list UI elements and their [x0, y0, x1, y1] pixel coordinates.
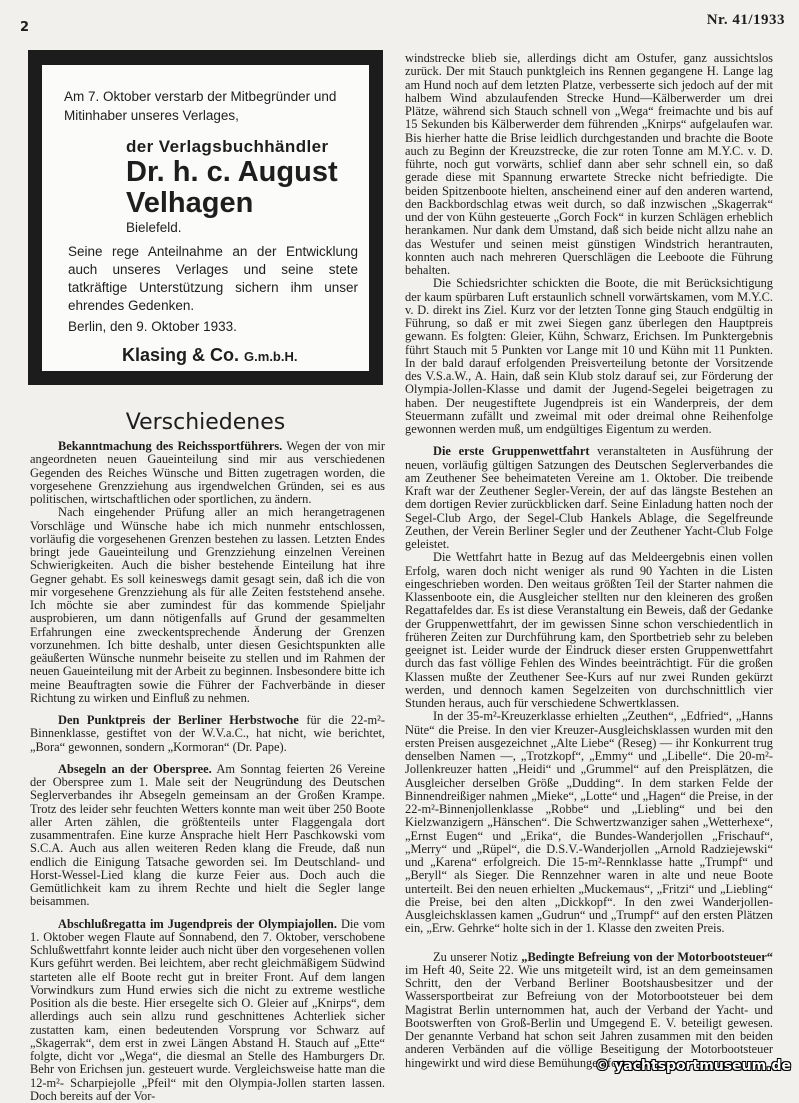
- obituary-city: Bielefeld.: [126, 220, 182, 235]
- obituary-body: Seine rege Anteilnahme an der Entwicklung auch unseres Verlages und seine stete tatkräftige Unterstützung sichern ihm unser ehrendes Gedenken.: [68, 243, 358, 315]
- obituary-notice: [28, 50, 383, 385]
- article-paragraph: Die Schiedsrichter schickten die Boote, die mit Berücksichtigung der kaum spürbaren Luft erstaunlich schnell vorwärtskamen, vom M.Y.C. v. D. direkt ins Ziel. Kurz vor der letzten Tonne ging Stauch endgültig in Führung, so daß er mit zwei Siegen ganz überlegen den Hauptpreis gewann. Es folgten: Gleier, Kühn, Schwarz, Erichsen. Im Punktergebnis führt Stauch mit 5 Punkten vor Lange mit 10 und Kühn mit 11 Punkten. In der bald darauf erfolgenden Preisverteilung betonte der Vorsitzende des V.S.a.W., A. Hain, daß sein Klub stolz darauf sei, zur Förderung der Olympia-Jollen-Klasse und damit der Jugend-Segelei beigetragen zu haben. Der neugestiftete Jugendpreis ist ein Wanderpreis, der dem Steuermann zufällt und zweimal mit oder dreimal ohne Reihenfolge gewonnen werden muß, um endgültiges Eigentum zu werden.: [405, 277, 773, 436]
- issue-number: Nr. 41/1933: [707, 12, 785, 29]
- article-paragraph: windstrecke blieb sie, allerdings dicht am Ostufer, ganz aussichtslos zurück. Der mit Stauch punktgleich ins Rennen gegangene H. Lange lag am Hund noch auf dem letzten Platze, verbesserte sich jedoch auf der mit halbem Wind abzulaufenden Strecke Hund—Kälberwerder um drei Plätze, während sich Stauch schnell von „Wega“ freimachte und bis auf 15 Sekunden bis Kälberwerder dem führenden „Knirps“ aufgelaufen war. Bis hierher hatte die Brise leidlich durchgestanden und brachte die Boote auch zu Beginn der Kreuzstrecke, die zur roten Tonne am M.Y.C. v. D. führte, noch gut vorwärts, schlief dann aber sehr schnell ein, so daß gerade diese mit Spannung erwartete Strecke nicht befriedigte. Die beiden Spitzenboote hielten, anscheinend einer auf den anderen wartend, den Backbordschlag etwas weit durch, so daß inzwischen „Skagerrak“ und der von Kühn gesteuerte „Gorch Fock“ in kurzen Schlägen erheblich herankamen. Nur dank dem Umstand, daß sich beide nicht allzu nahe an das Westufer und seinen meist günstigen Windstrich herantrauten, konnten auch nach mehreren Querschlägen die Leeboote die Führung behalten.: [405, 52, 773, 277]
- obituary-date: Berlin, den 9. Oktober 1933.: [68, 319, 237, 334]
- article-paragraph: Die Wettfahrt hatte in Bezug auf das Meldeergebnis einen vollen Erfolg, waren doch nicht weniger als rund 90 Yachten in die Listen eingeschrieben worden. Den weitaus größten Teil der Starter nahmen die Klassenboote ein, die Ausgleicher stellten nur den kleineren des großen Regattafeldes dar. Es ist diese Veranstaltung ein Beweis, daß der Gedanke der Gruppenwettfahrt, der im gewissen Sinne schon verschiedentlich in früheren Zeiten zur Durchführung kam, den Sportbetrieb sehr zu beleben geeignet ist. Leider wurde der Eindruck dieser ersten Gruppenwettfahrt durch das fast völlige Fehlen des Windes beeinträchtigt. Für die großen Klassen mußte der Zeuthener See-Kurs auf nur zwei Runden gekürzt werden, und dennoch kamen Segelzeiten von durchschnittlich vier Stunden heraus, auch für verschiedene Schwertklassen.: [405, 551, 773, 710]
- article-paragraph: Zu unserer Notiz „Bedingte Befreiung von der Motorbootsteuer“ im Heft 40, Seite 22. Wie uns mitgeteilt wird, ist an dem gemeinsamen Schritt, den der Verband Berliner Bootshausbesitzer und der Wassersportbeirat zur Befreiung von der Motorbootsteuer bei dem Magistrat Berlin unternommen hat, auch der Verband der Yacht- und Bootswerften von Groß-Berlin und Umgegend E. V. beteiligt gewesen. Der genannte Verband hat schon seit Jahren zusammen mit den beiden anderen Verbänden auf die völlige Beseitigung der Motorbootsteuer hingewirkt und wird diese Bemühungen fortsetzen.: [405, 951, 773, 1070]
- article-paragraph: Abschlußregatta im Jugendpreis der Olympiajollen. Die vom 1. Oktober wegen Flaute auf Sonnabend, den 7. Oktober, verschobene Schlußwettfahrt konnte leider auch nicht über den vorgesehenen vollen Kurs geführt werden. Bei leichtem, aber recht gleichmäßigem Südwind starteten alle elf Boote recht gut in breiter Front. Auf dem langen Vorwindkurs zum Hund erwies sich die nicht zu extreme westliche Position als die beste. Hier ersegelte sich O. Gleier auf „Knirps“, dem allerdings auch sein allzu rund geschnittenes Achterliek sicher zustatten kam, einen bedeutenden Vorsprung vor Schwarz auf „Skagerrak“, dem erst in zwei Längen Abstand H. Stauch auf „Ette“ folgte, dicht vor „Wega“, die diesmal an Stelle des Hamburgers Dr. Behr von Erichsen jun. gesteuert wurde. Vergleichsweise hatte man die 12-m²- Scharpiejolle „Pfeil“ mit den Olympia-Jollen starten lassen. Doch bereits auf der Vor-: [30, 918, 385, 1103]
- section-heading: Verschiedenes: [28, 410, 383, 435]
- article-paragraph: Absegeln an der Oberspree. Am Sonntag feierten 26 Vereine der Oberspree zum 1. Male seit der Neugründung des Deutschen Seglerverbandes ihr Absegeln gemeinsam an der Großen Krampe. Trotz des leider sehr feuchten Wetters konnte man weit über 250 Boote aller Arten zählen, die größtenteils unter Flaggengala dort zusammentrafen. Eine kurze Ansprache hielt Herr Paschkowski vom S.C.A. Auch aus allen weiteren Reden klang die Freude, daß nun endlich die Einigung Tatsache geworden sei. Im Deutschland- und Horst-Wessel-Lied klang die kurze Feier aus. Doch auch die Gemütlichkeit kam zu ihrem Rechte und hielt die Segler lange beisammen.: [30, 763, 385, 909]
- article-paragraph: Nach eingehender Prüfung aller an mich herangetragenen Vorschläge und Wünsche habe ich mich nunmehr entschlossen, vorläufig die vorgesehenen Grenzen bestehen zu lassen. Letzten Endes bringt jede Gaueinteilung und Grenzziehung einzelnen Vereinen Schwierigkeiten. Auch die bisher bestehende Einteilung hat ihre Gegner gehabt. Es soll keineswegs damit gesagt sein, daß ich die von mir vorgesehene Grenzziehung als für alle Zeiten feststehend ansehe. Ich möchte sie aber zumindest für das kommende Spieljahr ausprobieren, um dann nötigenfalls auf Grund der gesammelten Erfahrungen eine zweckentsprechende Änderung der Grenzen vorzunehmen. Ich bitte deshalb, unter diesen Gesichtspunkten alle geäußerten Wünsche nunmehr beiseite zu stellen und im Rahmen der neuen Gaueinteilung mit der Arbeit zu beginnen. Insbesondere bitte ich meine Beauftragten sowie die Führer der Fachverbände in dieser Richtung zu wirken und Einfluß zu nehmen.: [30, 506, 385, 705]
- article-paragraph: Bekanntmachung des Reichssportführers. Wegen der von mir angeordneten neuen Gaueinteilung sind mir aus verschiedenen Gegenden des Reiches Wünsche und Bitten zugetragen worden, die vorgesehene Grenzziehung aus irgendwelchen Gründen, sei es aus politischen, wirtschaftlichen oder sportlichen, zu ändern.: [30, 440, 385, 506]
- page-number: 2: [20, 20, 29, 35]
- article-paragraph: Die erste Gruppenwettfahrt veranstalteten in Ausführung der neuen, vorläufig gültigen Satzungen des Deutschen Seglerverbandes die am Zeuthener See beheimateten Vereine am 1. Oktober. Die treibende Kraft war der Zeuthener Segler-Verein, der auf das längste Bestehen an dem dortigen Revier zurückblicken darf. Seine Einladung hatten noch der Segel-Club Argo, der Segel-Club Hankels Ablage, die Segelfreunde Zeuthen, der Verein Berliner Segler und der Zeuthener Yacht-Club Folge geleistet.: [405, 445, 773, 551]
- article-paragraph: In der 35-m²-Kreuzerklasse erhielten „Zeuthen“, „Edfried“, „Hanns Nüte“ die Preise. In den vier Kreuzer-Ausgleichsklassen wurden mit den ersten Preisen ausgezeichnet „Alte Liebe“ (Reseg) — ihr Konkurrent trug denselben Namen —, „Trotzkopf“, „Emmy“ und „Libelle“. Die 20-m²-Jollenkreuzer hatten „Heidi“ und „Grummel“ auf den Preisplätzen, die Ausgleicher derselben Größe „Dudding“. In dem starken Felde der Binnendreißiger nahmen „Mieke“, „Lotte“ und „Hagen“ die Preise, in der 22-m²-Binnenjollenklasse „Robbe“ und „Liebling“ und bei den Kielzwanzigern „Hänschen“. Die Schwertzwanziger sahen „Wetterhexe“, „Ernst Eugen“ und „Erika“, die Bundes-Wanderjollen „Frischauf“, „Merry“ und „Rüpel“, die D.S.V.-Wanderjollen „Arnold Radziejewski“ und „Karena“ erfolgreich. Die 15-m²-Rennklasse hatte „Trumpf“ und „Beryll“ als Sieger. Die Rennzehner waren in alte und neue Boote unterteilt. Bei den neuen erhielten „Muckemaus“, „Fritzi“ und „Liebling“ die Preise, bei den alten „Dickkopf“. In den zwei Wanderjollen-Ausgleichsklassen kamen „Gudrun“ und „Trumpf“ auf den ersten Plätzen ein, „Erw. Gehrke“ holte sich in der 1. Klasse den zweiten Preis.: [405, 710, 773, 935]
- article-paragraph: Den Punktpreis der Berliner Herbstwoche für die 22-m²-Binnenklasse, gestiftet von der W.V.a.C., hat nicht, wie berichtet, „Bora“ gewonnen, sondern „Kormoran“ (Dr. Pape).: [30, 714, 385, 754]
- left-column: [30, 440, 385, 1103]
- obituary-name: Dr. h. c. August Velhagen: [126, 157, 376, 219]
- obituary-intro: Am 7. Oktober verstarb der Mitbegründer und Mitinhaber unseres Verlages,: [64, 87, 364, 125]
- right-column: [405, 52, 773, 1070]
- watermark: © yachtsportmuseum.de: [595, 1058, 791, 1074]
- obituary-signature: Klasing & Co. G.m.b.H.: [122, 345, 297, 366]
- obituary-title: der Verlagsbuchhändler: [126, 137, 328, 157]
